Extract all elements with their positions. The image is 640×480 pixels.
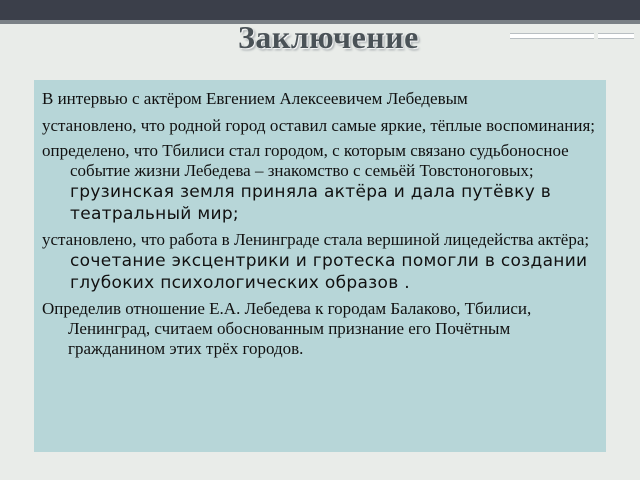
paragraph-text: определено, что Тбилиси стал городом, с которым связано судьбоносное событие жизни Лебедева – знакомство с семьёй Товстоноговых; (42, 141, 569, 180)
paragraph-conclusion (42, 299, 596, 359)
paragraph-text: Определив отношение Е.А. Лебедева к городам Балаково, Тбилиси, Ленинград, считаем обоснованным признание его Почётным гражданином этих трёх городов. (42, 299, 532, 358)
paragraph-text: установлено, что родной город оставил самые яркие, тёплые воспоминания; (42, 116, 595, 135)
paragraph-tbilisi (42, 141, 596, 225)
paragraph-hometown (42, 116, 596, 136)
paragraph-text: В интервью с актёром Евгением Алексеевичем Лебедевым (42, 89, 468, 108)
paragraph-interview (42, 89, 596, 109)
paragraph-text-emphasis: сочетание эксцентрики и гротеска помогли в создании глубоких психологических образов . (70, 251, 588, 293)
paragraph-leningrad (42, 230, 596, 294)
top-bar (0, 0, 640, 20)
paragraph-text-emphasis: грузинская земля приняла актёра и дала путёвку в театральный мир; (70, 182, 552, 224)
decorative-line-short (598, 33, 634, 39)
content-box (34, 80, 606, 452)
slide-title: Заключение (238, 19, 419, 55)
paragraph-text: установлено, что работа в Ленинграде стала вершиной лицедейства актёра; (42, 230, 590, 249)
decorative-line (510, 33, 594, 39)
